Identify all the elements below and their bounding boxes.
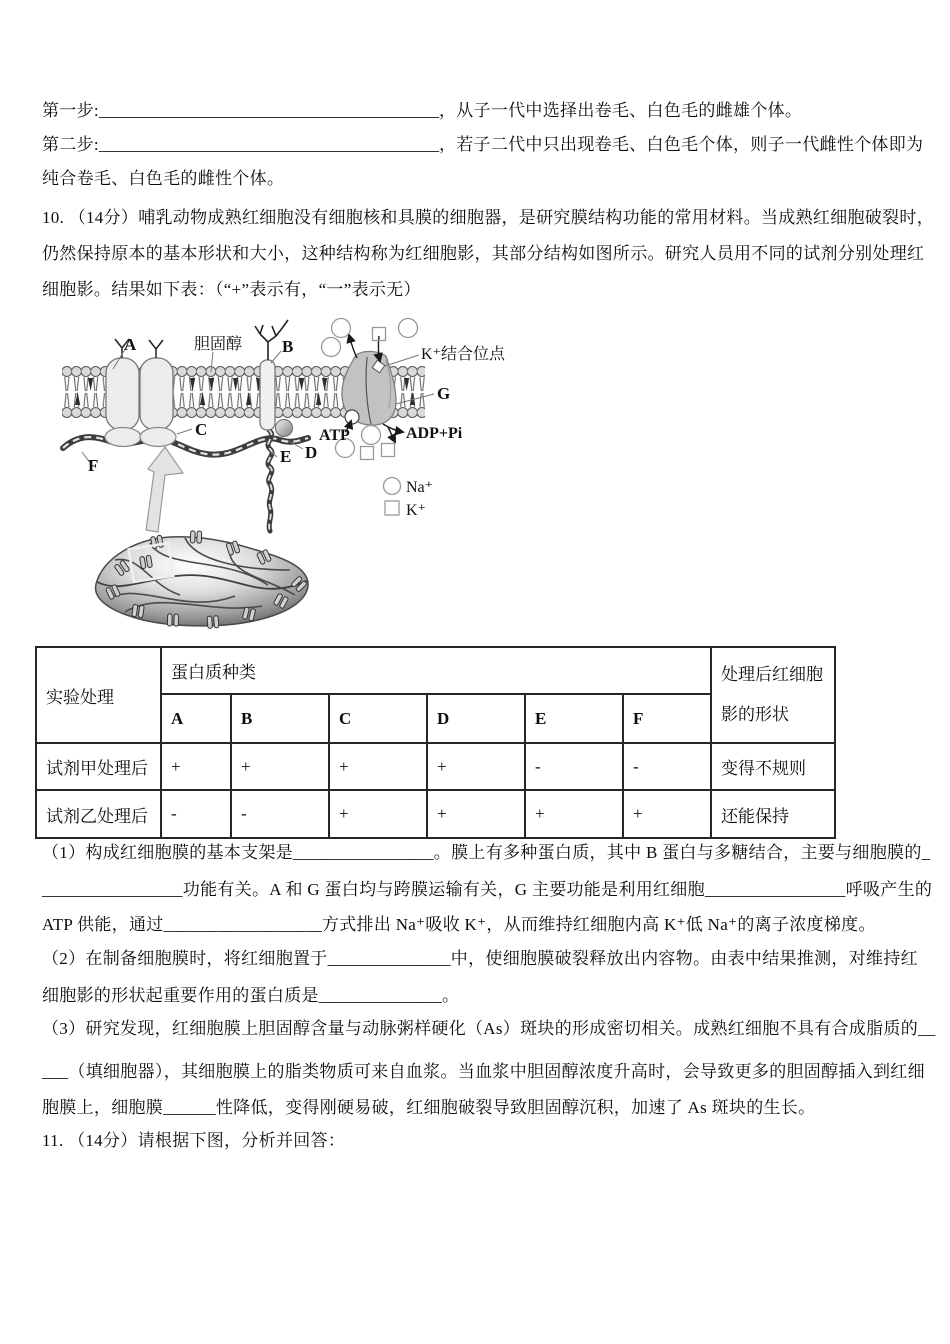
na-ion (362, 426, 381, 445)
row-result: 还能保持 (711, 790, 835, 838)
atp-site (345, 410, 359, 424)
cell-membrane-diagram (55, 312, 525, 648)
cell-value: + (623, 790, 711, 838)
cell-value: + (427, 790, 525, 838)
na-legend-label: Na⁺ (406, 479, 434, 496)
step1-answer-blank: ________________________________________ (98, 101, 439, 120)
k-ion (361, 447, 374, 460)
k-legend-icon (385, 501, 399, 515)
header-protein-d: D (427, 694, 525, 743)
ankyrin-ball (276, 420, 293, 437)
ion-legend (384, 478, 434, 520)
row-label: 试剂甲处理后 (36, 743, 161, 790)
cell-value: + (525, 790, 623, 838)
q10-intro-line-2: 仍然保持原本的基本形状和大小，这种结构称为红细胞影，其部分结构如图所示。研究人员用不同的试剂分别处理红 (42, 244, 925, 263)
header-protein-b: B (231, 694, 329, 743)
q2-line-1: （2）在制备细胞膜时，将红细胞置于______________中，使细胞膜破裂释放出内容物。由表中结果推测，对维持红 (42, 949, 918, 968)
cell-value: - (161, 790, 231, 838)
header-protein-f: F (623, 694, 711, 743)
header-protein-a: A (161, 694, 231, 743)
header-protein-group: 蛋白质种类 (161, 647, 711, 694)
step1-text: ，从子一代中选择出卷毛、白色毛的雌雄个体。 (438, 101, 803, 120)
actin-coil (268, 430, 272, 531)
q3-line-3: 胞膜上，细胞膜______性降低，变得刚硬易破，红细胞破裂导致胆固醇沉积，加速了 As 斑块的生长。 (42, 1098, 816, 1117)
label-b: B (282, 337, 294, 356)
na-legend-icon (384, 478, 401, 495)
q10-intro-line-1: 10. （14分）哺乳动物成熟红细胞没有细胞核和具膜的细胞器，是研究膜结构功能的常用材料。当成熟红细胞破裂时， (42, 208, 934, 227)
cell-value: + (427, 743, 525, 790)
step2-answer-blank: ________________________________________ (98, 135, 439, 154)
cell-value: - (623, 743, 711, 790)
red-blood-cell (96, 531, 308, 629)
experiment-results-table (35, 646, 836, 839)
na-ion (332, 319, 351, 338)
protein-g-pump (342, 351, 396, 425)
k-binding-site-label: K⁺结合位点 (421, 346, 506, 363)
k-legend-label: K⁺ (406, 502, 426, 519)
header-result: 处理后红细胞影的形状 (711, 647, 835, 743)
na-ion (399, 319, 418, 338)
cell-value: + (161, 743, 231, 790)
step2-text: ，若子二代中只出现卷毛、白色毛个体，则子一代雌性个体即为 (438, 135, 924, 154)
header-protein-c: C (329, 694, 427, 743)
header-protein-e: E (525, 694, 623, 743)
q10-intro-line-3: 细胞影。结果如下表：（“+”表示有，“一”表示无） (42, 280, 421, 299)
q11-intro: 11. （14分）请根据下图，分析并回答： (42, 1131, 346, 1150)
step1-label: 第一步: (42, 101, 99, 120)
label-g: G (437, 384, 451, 403)
adp-pi-label: ADP+Pi (406, 425, 463, 442)
q2-line-2: 细胞影的形状起重要作用的蛋白质是______________。 (42, 986, 460, 1005)
q1-line-2: ________________功能有关。A 和 G 蛋白均与跨膜运输有关，G 主要功能是利用红细胞________________呼吸产生的 (42, 880, 933, 899)
cholesterol-label: 胆固醇 (194, 336, 243, 353)
step2-line (42, 134, 923, 155)
label-f: F (88, 456, 99, 475)
protein-a (106, 339, 173, 430)
cell-value: + (231, 743, 329, 790)
header-treatment: 实验处理 (36, 647, 161, 743)
table-row (36, 790, 835, 838)
label-a: A (124, 335, 137, 354)
label-e: E (280, 447, 292, 466)
table-row (36, 743, 835, 790)
glycan-antenna (149, 340, 163, 358)
q3-line-2: ___（填细胞器），其细胞膜上的脂类物质可来自血浆。当血浆中胆固醇浓度升高时，会导致更多的胆固醇插入到红细 (42, 1062, 925, 1081)
cell-value: - (231, 790, 329, 838)
atp-label: ATP (319, 427, 350, 444)
q3-line-1: （3）研究发现，红细胞膜上胆固醇含量与动脉粥样硬化（As）斑块的形成密切相关。成熟红细胞不具有合成脂质的__ (42, 1019, 936, 1038)
cell-value: + (329, 790, 427, 838)
step1-line (42, 100, 802, 121)
cell-value: + (329, 743, 427, 790)
q1-line-3: ATP 供能，通过__________________方式排出 Na⁺吸收 K⁺，从而维持红细胞内高 K⁺低 Na⁺的离子浓度梯度。 (42, 915, 876, 934)
cell-value: - (525, 743, 623, 790)
label-c: C (195, 420, 208, 439)
na-ion (322, 338, 341, 357)
label-d: D (305, 443, 318, 462)
zoom-arrow (146, 447, 183, 532)
row-result: 变得不规则 (711, 743, 835, 790)
step2-label: 第二步: (42, 135, 99, 154)
k-ion (382, 444, 395, 457)
q1-line-1: （1）构成红细胞膜的基本支架是________________。膜上有多种蛋白质，其中 B 蛋白与多糖结合，主要与细胞膜的_ (42, 843, 931, 862)
step2-continuation: 纯合卷毛、白色毛的雌性个体。 (42, 169, 285, 188)
row-label: 试剂乙处理后 (36, 790, 161, 838)
